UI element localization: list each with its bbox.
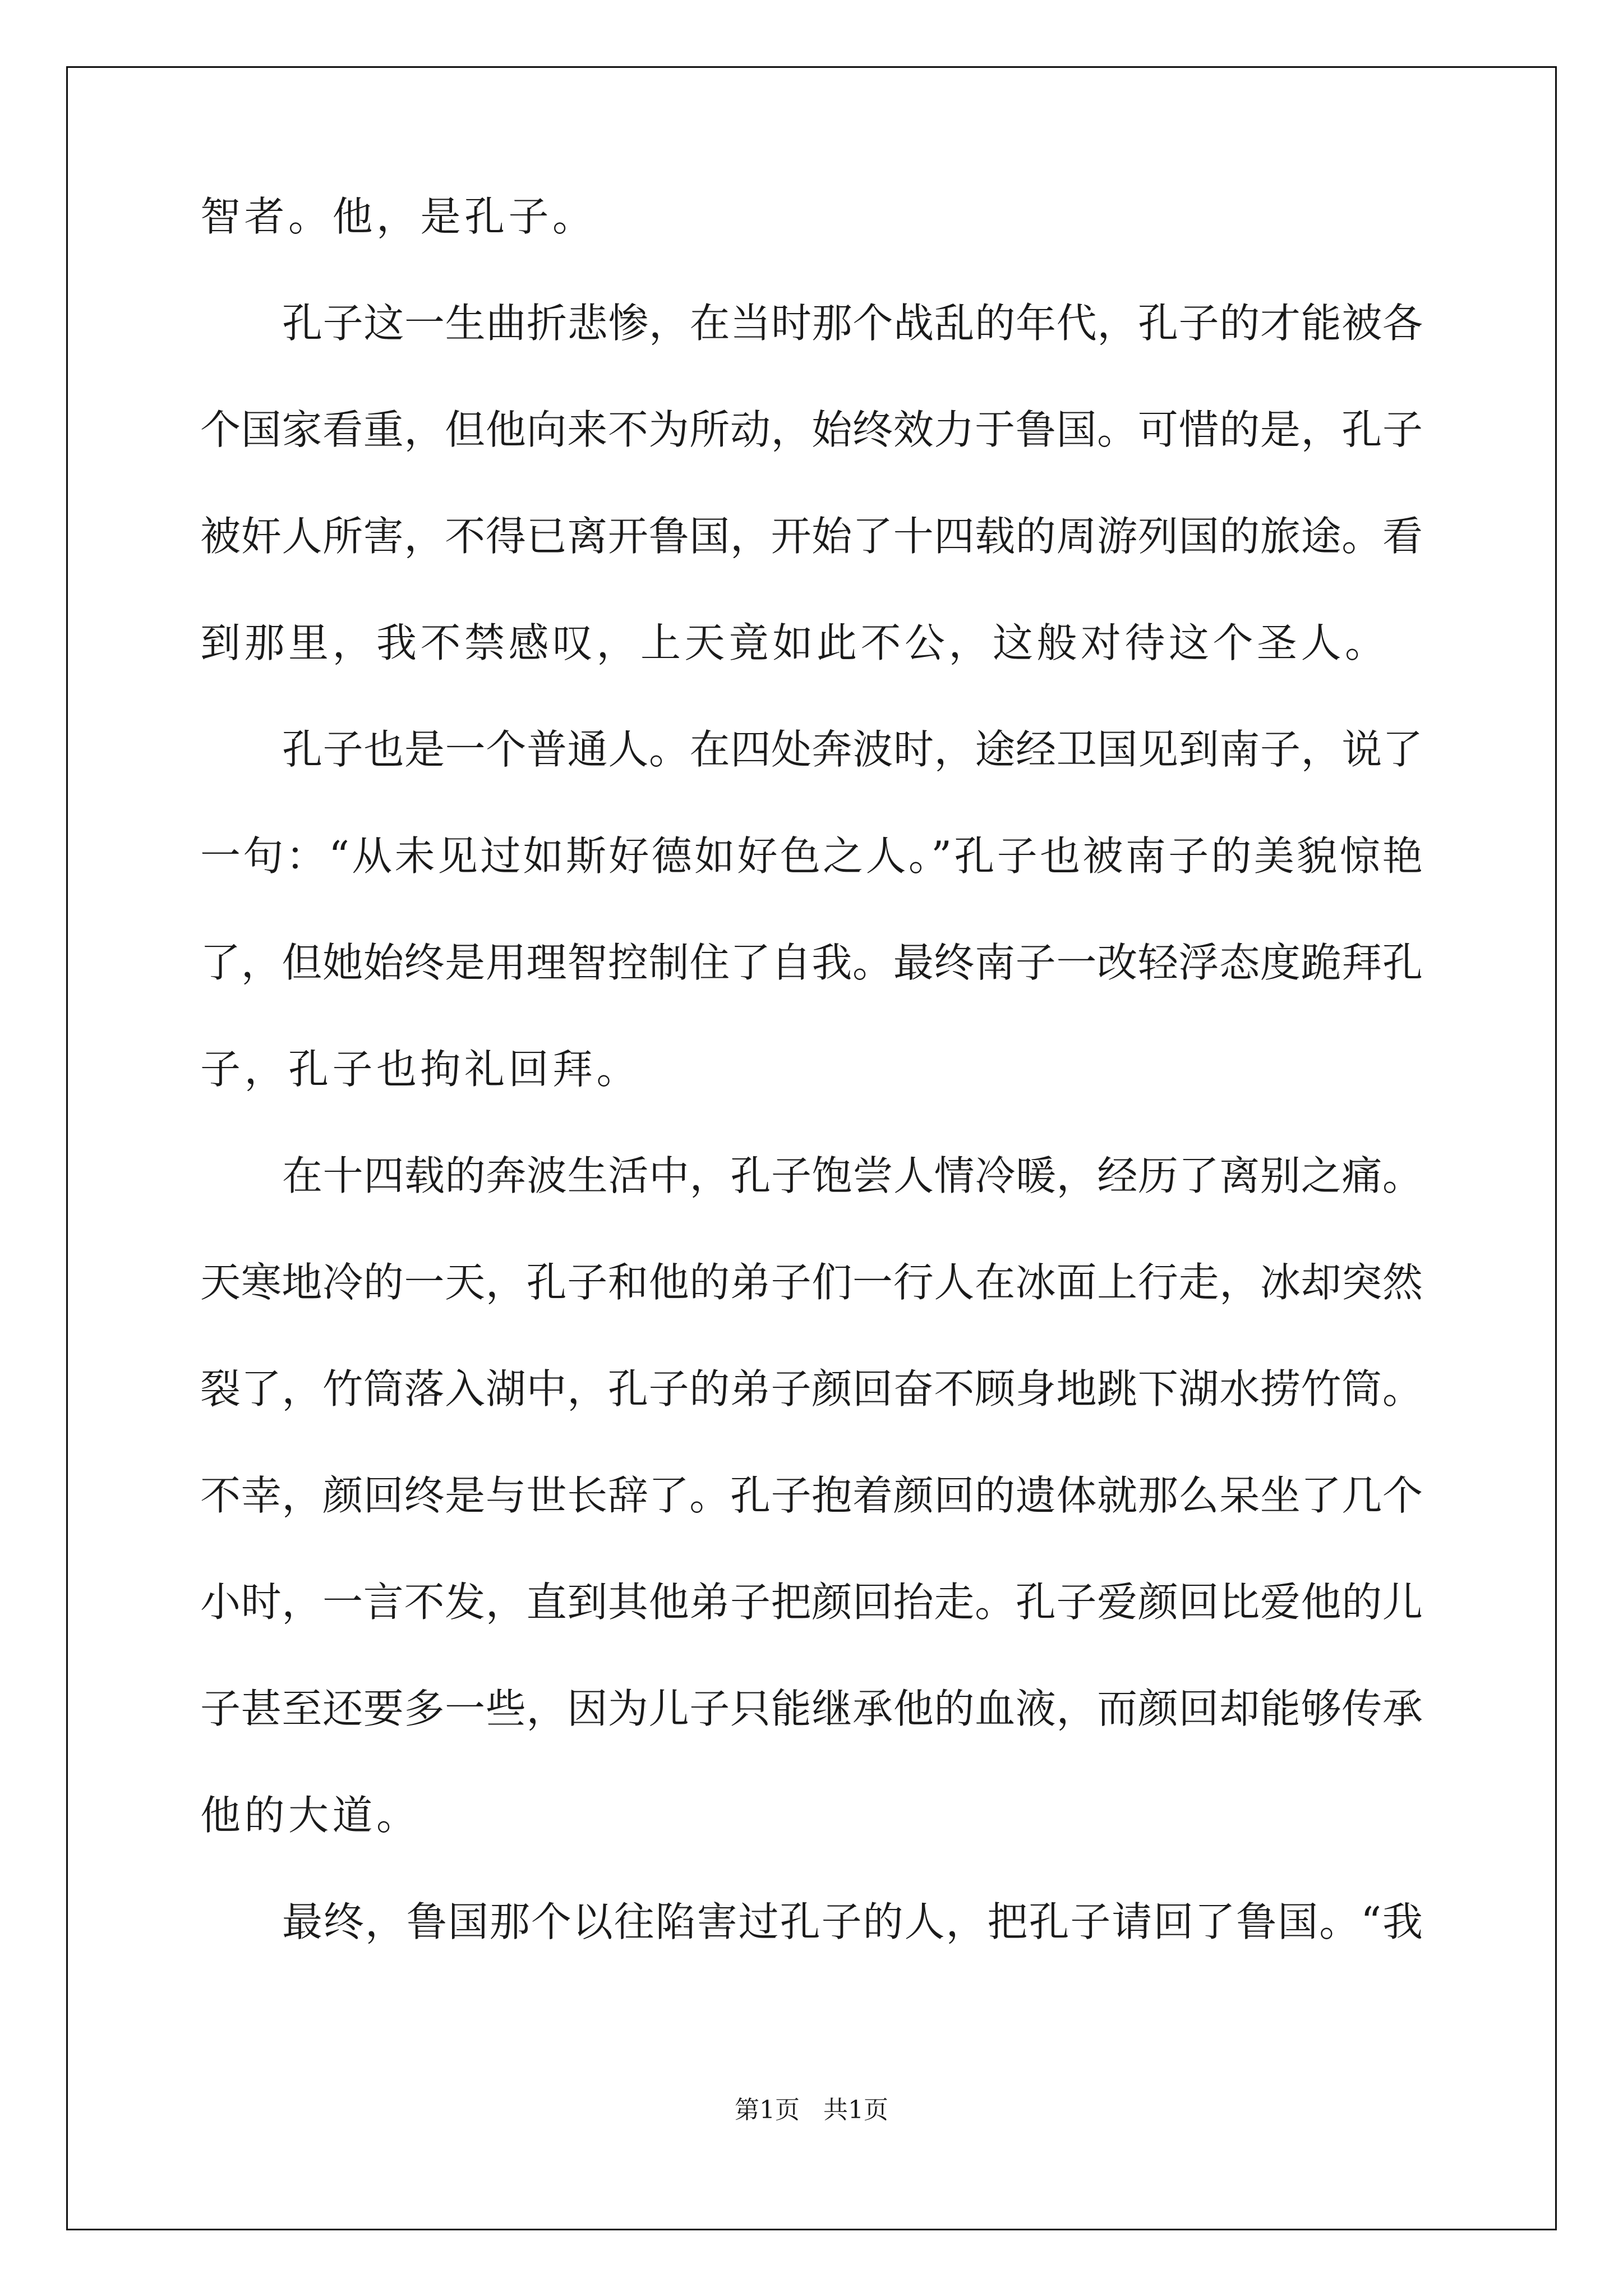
text-line: 小时，一言不发，直到其他弟子把颜回抬走。孔子爱颜回比爱他的儿: [200, 1579, 1423, 1626]
text-line: 被奸人所害，不得已离开鲁国，开始了十四载的周游列国的旅途。看: [200, 513, 1423, 560]
text-line: 到那里，我不禁感叹，上天竟如此不公，这般对待这个圣人。: [200, 619, 1389, 666]
paragraph-first-line: 孔子也是一个普通人。在四处奔波时，途经卫国见到南子，说了: [282, 726, 1423, 773]
paragraph-first-line: 孔子这一生曲折悲惨，在当时那个战乱的年代，孔子的才能被各: [282, 300, 1423, 347]
page-footer: 第1页 共1页: [735, 2096, 888, 2124]
text-line: 他的大道。: [200, 1792, 421, 1839]
text-line: 智者。他，是孔子。: [200, 193, 597, 240]
paragraph-first-line: 最终，鲁国那个以往陷害过孔子的人，把孔子请回了鲁国。“我: [282, 1898, 1423, 1945]
text-line: 子，孔子也拘礼回拜。: [200, 1046, 641, 1093]
text-line: 个国家看重，但他向来不为所动，始终效力于鲁国。可惜的是，孔子: [200, 406, 1423, 453]
text-line: 一句：“从未见过如斯好德如好色之人。”孔子也被南子的美貌惊艳: [200, 832, 1423, 880]
text-line: 了，但她始终是用理智控制住了自我。最终南子一改轻浮态度跪拜孔: [200, 939, 1423, 986]
text-line: 裂了，竹筒落入湖中，孔子的弟子颜回奋不顾身地跳下湖水捞竹筒。: [200, 1365, 1423, 1412]
text-line: 天寒地冷的一天，孔子和他的弟子们一行人在冰面上行走，冰却突然: [200, 1259, 1423, 1306]
text-line: 子甚至还要多一些，因为儿子只能继承他的血液，而颜回却能够传承: [200, 1685, 1423, 1732]
paragraph-first-line: 在十四载的奔波生活中，孔子饱尝人情冷暖，经历了离别之痛。: [282, 1152, 1423, 1199]
text-line: 不幸，颜回终是与世长辞了。孔子抱着颜回的遗体就那么呆坐了几个: [200, 1472, 1423, 1519]
